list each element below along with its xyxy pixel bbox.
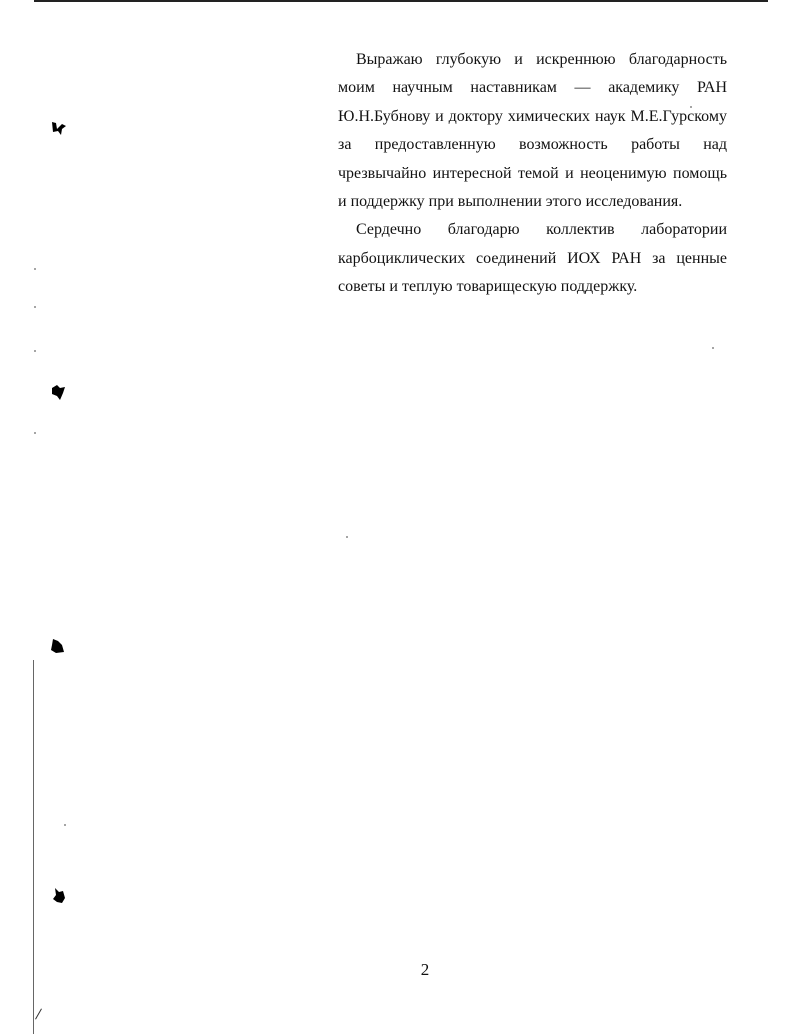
scan-speck (34, 268, 36, 270)
page-number: 2 (420, 960, 430, 979)
scan-speck (34, 432, 36, 434)
punch-mark-3 (48, 636, 66, 656)
scan-slash-mark (35, 1009, 42, 1020)
scan-top-border (34, 0, 768, 2)
acknowledgement-paragraph-1: Выражаю глубокую и искреннюю благодарность моим научным наставникам — академику РАН Ю.Н.Бубнову и доктору химических наук М.Е.Гурскому за предоставленную возможность работы над чрезвычайно интересной темой и неоценимую помощь и поддержку при выполнении этого исследования. (338, 51, 727, 211)
scan-speck (712, 347, 714, 349)
punch-mark-2 (48, 382, 68, 404)
scan-speck (64, 824, 66, 826)
punch-mark-4 (50, 886, 68, 906)
scan-speck (346, 536, 348, 538)
acknowledgements-text (338, 46, 727, 302)
acknowledgement-paragraph-2: Сердечно благодарю коллектив лаборатории карбоциклических соединений ИОХ РАН за ценные советы и теплую товарищескую поддержку. (338, 221, 727, 296)
scan-speck (34, 306, 36, 308)
scan-left-edge (33, 660, 34, 1034)
punch-mark-1 (50, 120, 68, 138)
scan-speck (34, 350, 36, 352)
